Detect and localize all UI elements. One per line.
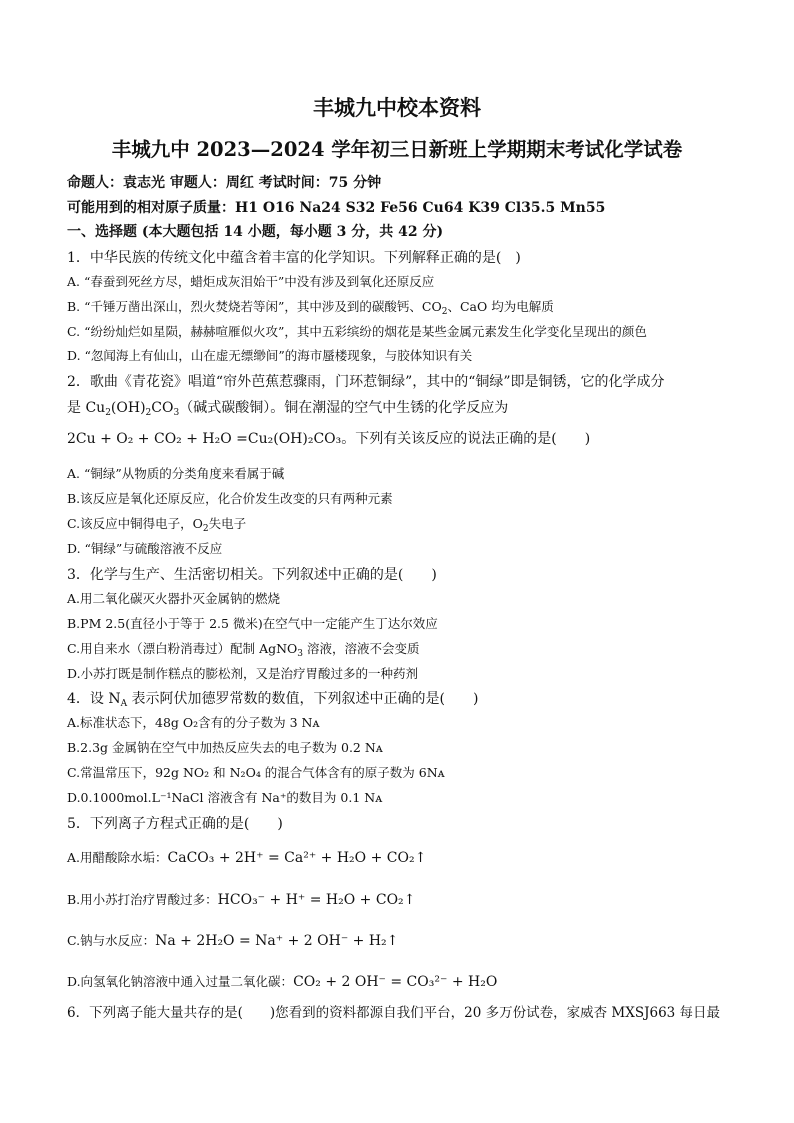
question-1-option-b: B. “千锤万凿出深山，烈火焚烧若等闲”，其中涉及到的碳酸钙、$CO_2$、CaO 均为电解质 <box>67 299 554 317</box>
question-3-option-c: C.用自来水（漂白粉消毒过）配制 AgNO$_3$ 溶液，溶液不会变质 <box>67 641 420 659</box>
question-5-option-c: C.钠与水反应：Na + 2H₂O = Na⁺ + 2 OH⁻ + H₂↑ <box>67 933 399 949</box>
question-2-equation-line: 2Cu + O₂ + CO₂ + H₂O =Cu₂(OH)₂CO₃。下列有关该反应的说法正确的是( ) <box>67 431 591 447</box>
question-1-option-d: D. “忽闻海上有仙山，山在虚无缥缈间”的海市蜃楼现象，与胶体知识有关 <box>67 348 473 363</box>
rust-equation: 2Cu + O₂ + CO₂ + H₂O =Cu₂(OH)₂CO₃ <box>67 431 342 447</box>
equation-c: Na + 2H₂O = Na⁺ + 2 OH⁻ + H₂↑ <box>155 933 399 949</box>
question-2-option-c: C.该反应中铜得电子，$O_2$失电子 <box>67 516 247 534</box>
exam-setters: 命题人：袁志光 审题人：周红 考试时间：75 分钟 <box>67 175 382 191</box>
question-4-stem: 4．设 $N_A$ 表示阿伏加德罗常数的数值，下列叙述中正确的是( ) <box>67 691 479 709</box>
question-5-option-d: D.向氢氧化钠溶液中通入过量二氧化碳：CO₂ + 2 OH⁻ = CO₃²⁻ + H₂O <box>67 974 498 990</box>
question-3-option-d: D.小苏打既是制作糕点的膨松剂，又是治疗胃酸过多的一种药剂 <box>67 666 419 681</box>
question-1-stem: 1．中华民族的传统文化中蕴含着丰富的化学知识。下列解释正确的是( ) <box>67 250 521 266</box>
exam-title: 丰城九中 2023—2024 学年初三日新班上学期期末考试化学试卷 <box>111 138 683 161</box>
question-5-option-b: B.用小苏打治疗胃酸过多：HCO₃⁻ + H⁺ = H₂O + CO₂↑ <box>67 892 416 908</box>
question-4-option-c: C.常温常压下，92g NO₂ 和 N₂O₄ 的混合气体含有的原子数为 6Nᴀ <box>67 765 445 780</box>
equation-d: CO₂ + 2 OH⁻ = CO₃²⁻ + H₂O <box>293 974 498 990</box>
question-5-stem: 5．下列离子方程式正确的是( ) <box>67 816 283 832</box>
question-1-option-c: C. “纷纷灿烂如星陨，赫赫喧雁似火攻”，其中五彩缤纷的烟花是某些金属元素发生化学变化呈现出的颜色 <box>67 324 647 339</box>
atomic-masses: 可能用到的相对原子质量：H1 O16 Na24 S32 Fe56 Cu64 K39 Cl35.5 Mn55 <box>67 200 606 216</box>
question-4-option-a: A.标准状态下，48g O₂含有的分子数为 3 Nᴀ <box>67 715 320 730</box>
question-2-option-d: D. “铜绿”与硫酸溶液不反应 <box>67 541 223 556</box>
question-3-option-a: A.用二氧化碳灭火器扑灭金属钠的燃烧 <box>67 591 281 606</box>
equation-b: HCO₃⁻ + H⁺ = H₂O + CO₂↑ <box>217 892 416 908</box>
school-title: 丰城九中校本资料 <box>313 95 481 120</box>
question-1-option-a: A. “春蚕到死丝方尽，蜡炬成灰泪始干”中没有涉及到氧化还原反应 <box>67 274 435 289</box>
equation-a: CaCO₃ + 2H⁺ = Ca²⁺ + H₂O + CO₂↑ <box>167 850 427 866</box>
section-title: 一、选择题 (本大题包括 14 小题，每小题 3 分，共 42 分) <box>67 224 444 240</box>
question-2-stem: 2．歌曲《青花瓷》唱道“帘外芭蕉惹骤雨，门环惹铜绿”，其中的“铜绿”即是铜锈，它的化学成分 <box>67 374 665 390</box>
question-2-option-b: B.该反应是氧化还原反应，化合价发生改变的只有两种元素 <box>67 491 393 506</box>
question-4-option-b: B.2.3g 金属钠在空气中加热反应失去的电子数为 0.2 Nᴀ <box>67 740 383 755</box>
question-5-option-a: A.用醋酸除水垢：CaCO₃ + 2H⁺ = Ca²⁺ + H₂O + CO₂↑ <box>67 850 427 866</box>
question-4-option-d: D.0.1000mol.L⁻¹NaCl 溶液含有 Na⁺的数目为 0.1 Nᴀ <box>67 790 383 805</box>
question-3-stem: 3．化学与生产、生活密切相关。下列叙述中正确的是( ) <box>67 567 437 583</box>
question-2-option-a: A. “铜绿”从物质的分类角度来看属于碱 <box>67 466 285 481</box>
question-6-stem: 6．下列离子能大量共存的是( )您看到的资料都源自我们平台，20 多万份试卷，家威杏 MXSJ663 每日最 <box>67 1005 721 1021</box>
question-2-formula-line: 是 $Cu_2(OH)_2CO_3$（碱式碳酸铜）。铜在潮湿的空气中生锈的化学反应为 <box>67 400 509 418</box>
question-3-option-b: B.PM 2.5(直径小于等于 2.5 微米)在空气中一定能产生丁达尔效应 <box>67 616 438 631</box>
